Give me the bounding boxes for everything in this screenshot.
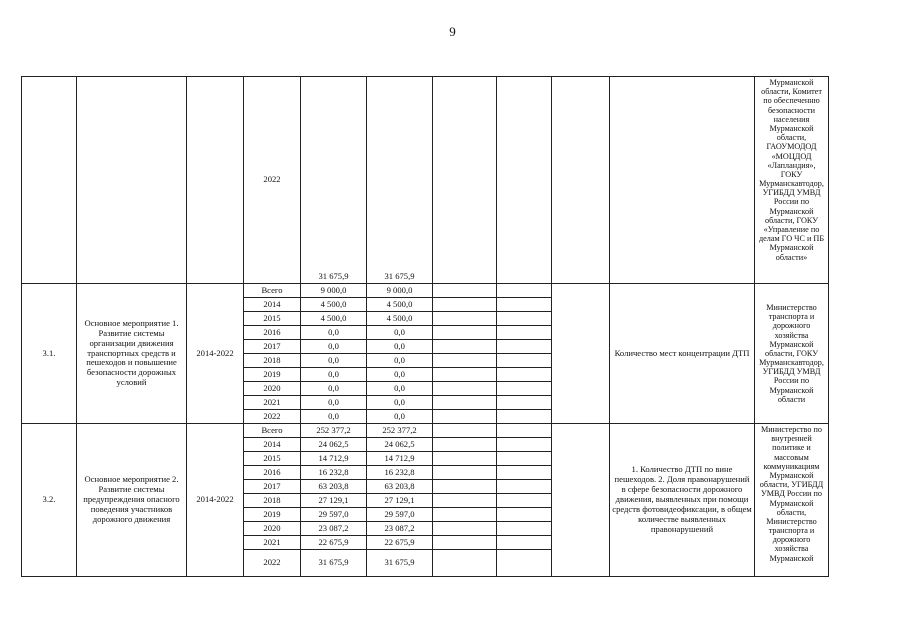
row-empty — [433, 312, 497, 326]
row-empty — [497, 550, 552, 577]
cell-name — [77, 77, 187, 284]
row-year: 2014 — [244, 298, 301, 312]
row-empty — [497, 284, 552, 298]
row-empty — [497, 396, 552, 410]
row-regional: 0,0 — [367, 396, 433, 410]
row-empty — [497, 438, 552, 452]
activity-period: 2014-2022 — [187, 424, 244, 577]
row-empty — [497, 354, 552, 368]
row-year: 2021 — [244, 536, 301, 550]
row-total: 0,0 — [301, 326, 367, 340]
year-row — [22, 424, 829, 438]
row-empty — [433, 410, 497, 424]
cell-total: 31 675,9 — [301, 77, 367, 284]
row-empty — [497, 494, 552, 508]
row-empty — [433, 550, 497, 577]
row-empty — [433, 298, 497, 312]
row-empty — [497, 326, 552, 340]
activity-indicator: Количество мест концентрации ДТП — [610, 284, 755, 424]
row-empty — [433, 382, 497, 396]
row-empty — [497, 508, 552, 522]
row-year: 2018 — [244, 354, 301, 368]
row-total: 22 675,9 — [301, 536, 367, 550]
row-empty — [497, 382, 552, 396]
row-regional: 23 087,2 — [367, 522, 433, 536]
row-empty — [497, 452, 552, 466]
row-empty — [433, 424, 497, 438]
row-empty — [497, 312, 552, 326]
activity-indicator: 1. Количество ДТП по вине пешеходов. 2. Доля правонарушений в сфере безопасности дорожного движения, выявленных при помощи средств фотовидеофиксации, в общем количестве выявленных правонарушений — [610, 424, 755, 577]
row-year: 2014 — [244, 438, 301, 452]
row-regional: 0,0 — [367, 382, 433, 396]
activity-period: 2014-2022 — [187, 284, 244, 424]
row-total: 0,0 — [301, 382, 367, 396]
row-total: 23 087,2 — [301, 522, 367, 536]
row-empty — [433, 396, 497, 410]
row-total: 31 675,9 — [301, 550, 367, 577]
row-empty — [433, 480, 497, 494]
row-regional: 4 500,0 — [367, 298, 433, 312]
cell-number — [22, 77, 77, 284]
activity-empty — [552, 424, 610, 577]
row-empty — [497, 480, 552, 494]
program-table — [21, 76, 829, 577]
row-regional: 27 129,1 — [367, 494, 433, 508]
row-total: 16 232,8 — [301, 466, 367, 480]
table-body — [22, 77, 829, 577]
row-total: 4 500,0 — [301, 312, 367, 326]
row-empty — [433, 340, 497, 354]
row-total: 252 377,2 — [301, 424, 367, 438]
continuation-row — [22, 77, 829, 284]
row-regional: 9 000,0 — [367, 284, 433, 298]
row-regional: 0,0 — [367, 354, 433, 368]
cell-indicator — [610, 77, 755, 284]
activity-number: 3.2. — [22, 424, 77, 577]
row-regional: 252 377,2 — [367, 424, 433, 438]
row-total: 24 062,5 — [301, 438, 367, 452]
row-year: 2019 — [244, 508, 301, 522]
row-year: 2020 — [244, 382, 301, 396]
page-number: 9 — [449, 24, 456, 39]
row-total: 0,0 — [301, 340, 367, 354]
activity-empty — [552, 284, 610, 424]
row-regional: 0,0 — [367, 368, 433, 382]
cell-period — [187, 77, 244, 284]
row-total: 0,0 — [301, 396, 367, 410]
row-empty — [497, 424, 552, 438]
row-regional: 31 675,9 — [367, 550, 433, 577]
row-total: 0,0 — [301, 354, 367, 368]
row-total: 0,0 — [301, 410, 367, 424]
year-row — [22, 284, 829, 298]
row-empty — [497, 522, 552, 536]
cell-responsible: Мурманской области, Комитет по обеспеченню безопасности населения Мурманской области, ГАОУМОДОД «МОЦДОД «Лапландия», ГОКУ Мурманскавтодор, УГИБДД УМВД России по Мурманской области, ГОКУ «Управление по делам ГО ЧС и ПБ Мурманской области» — [755, 77, 829, 284]
row-regional: 16 232,8 — [367, 466, 433, 480]
row-regional: 0,0 — [367, 326, 433, 340]
row-regional: 29 597,0 — [367, 508, 433, 522]
activity-responsible: Министерство по внутренней политике и массовым коммуникациям Мурманской области, УГИБДД УМВД России по Мурманской области, Министерство транспорта и дорожного хозяйства Мурманской — [755, 424, 829, 577]
row-total: 14 712,9 — [301, 452, 367, 466]
row-empty — [433, 326, 497, 340]
activity-name: Основное мероприятие 2. Развитие системы предупреждения опасного поведения участников дорожного движения — [77, 424, 187, 577]
row-regional: 0,0 — [367, 410, 433, 424]
cell-empty — [552, 77, 610, 284]
row-total: 0,0 — [301, 368, 367, 382]
row-year: 2019 — [244, 368, 301, 382]
row-total: 4 500,0 — [301, 298, 367, 312]
row-empty — [497, 298, 552, 312]
row-empty — [433, 536, 497, 550]
row-total: 29 597,0 — [301, 508, 367, 522]
row-empty — [433, 466, 497, 480]
row-empty — [433, 508, 497, 522]
row-regional: 14 712,9 — [367, 452, 433, 466]
row-regional: 4 500,0 — [367, 312, 433, 326]
row-regional: 0,0 — [367, 340, 433, 354]
row-empty — [433, 284, 497, 298]
activity-number: 3.1. — [22, 284, 77, 424]
row-year: 2016 — [244, 326, 301, 340]
row-total: 9 000,0 — [301, 284, 367, 298]
row-empty — [433, 438, 497, 452]
row-empty — [497, 536, 552, 550]
row-empty — [433, 368, 497, 382]
row-year: 2015 — [244, 312, 301, 326]
row-regional: 22 675,9 — [367, 536, 433, 550]
row-empty — [497, 340, 552, 354]
row-empty — [497, 466, 552, 480]
row-year: 2017 — [244, 340, 301, 354]
activity-name: Основное мероприятие 1. Развитие системы организации движения транспортных средств и пешеходов и повышение безопасности дорожных условий — [77, 284, 187, 424]
row-empty — [433, 452, 497, 466]
row-empty — [433, 494, 497, 508]
row-year: 2022 — [244, 550, 301, 577]
row-regional: 63 203,8 — [367, 480, 433, 494]
row-total: 63 203,8 — [301, 480, 367, 494]
cell-empty — [497, 77, 552, 284]
row-year: Всего — [244, 284, 301, 298]
activity-responsible: Министерство транспорта и дорожного хозяйства Мурманской области, ГОКУ Мурманскавтодор, УГИБДД УМВД России по Мурманской области — [755, 284, 829, 424]
row-year: 2022 — [244, 410, 301, 424]
row-year: 2021 — [244, 396, 301, 410]
row-year: 2016 — [244, 466, 301, 480]
row-empty — [433, 354, 497, 368]
row-year: 2017 — [244, 480, 301, 494]
row-year: 2020 — [244, 522, 301, 536]
row-regional: 24 062,5 — [367, 438, 433, 452]
row-year: 2015 — [244, 452, 301, 466]
row-empty — [497, 410, 552, 424]
cell-empty — [433, 77, 497, 284]
row-year: 2018 — [244, 494, 301, 508]
row-empty — [433, 522, 497, 536]
row-year: Всего — [244, 424, 301, 438]
cell-year: 2022 — [244, 77, 301, 284]
row-total: 27 129,1 — [301, 494, 367, 508]
row-empty — [497, 368, 552, 382]
cell-regional: 31 675,9 — [367, 77, 433, 284]
